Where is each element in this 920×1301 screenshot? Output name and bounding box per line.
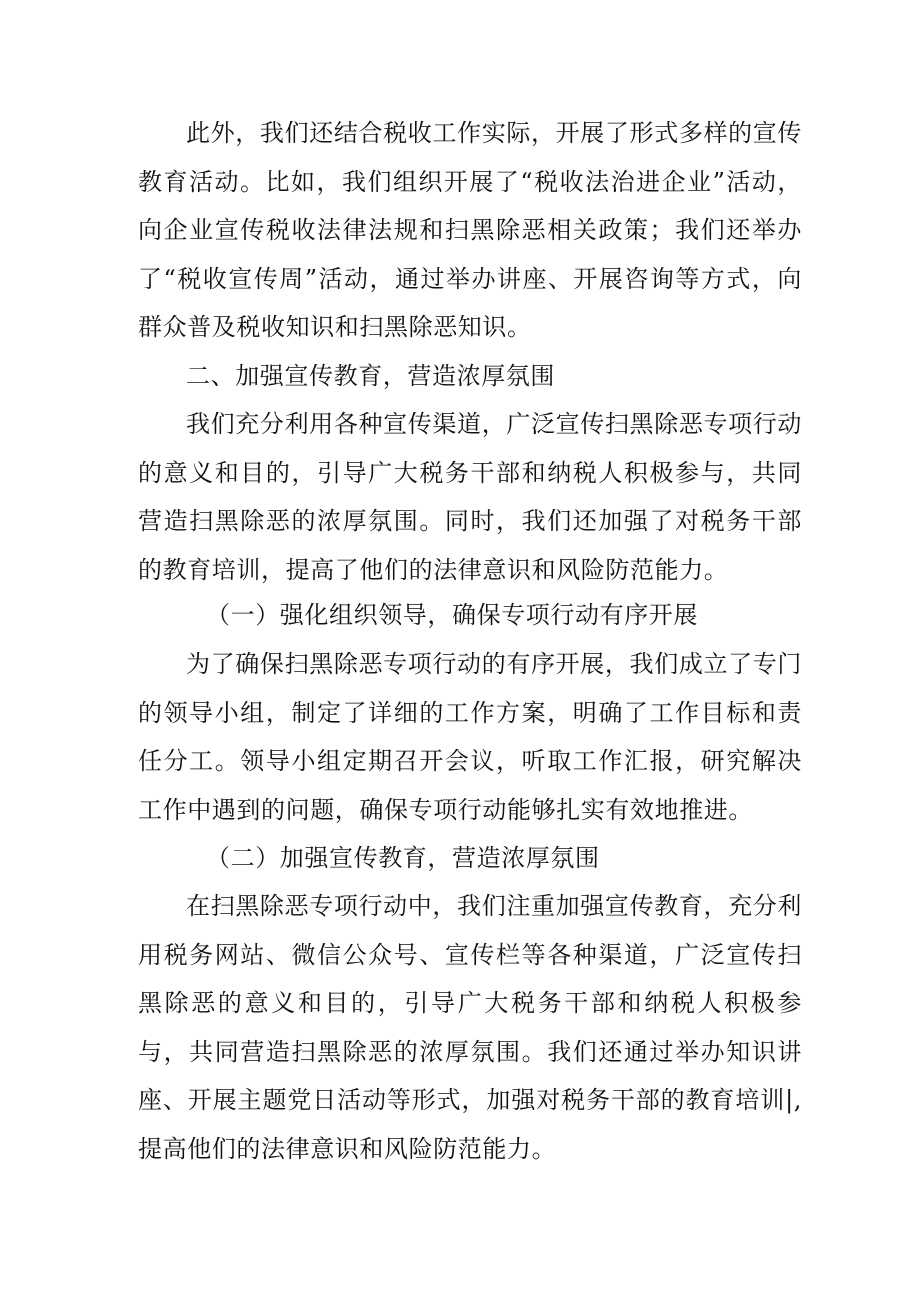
section-heading-2: 二、加强宣传教育，营造浓厚氛围 [186,362,555,390]
subsection-heading-1: （一）强化组织领导，确保专项行动有序开展 [206,601,698,629]
paragraph-publicity-activities: 此外，我们还结合税收工作实际，开展了形式多样的宣传教育活动。比如，我们组织开展了“税收法治进企业”活动，向企业宣传税收法律法规和扫黑除恶相关政策；我们还举办了“税收宣传周”活动，通过举办讲座、开展咨询等方式，向群众普及税收知识和扫黑除恶知识。 [138,119,802,341]
paragraph-leadership-group: 为了确保扫黑除恶专项行动的有序开展，我们成立了专门的领导小组，制定了详细的工作方案，明确了工作目标和责任分工。领导小组定期召开会议，听取工作汇报，研究解决工作中遇到的问题，确保专项行动能够扎实有效地推进。 [138,650,802,824]
subsection-heading-2: （二）加强宣传教育，营造浓厚氛围 [206,844,600,872]
paragraph-education-training: 在扫黑除恶专项行动中，我们注重加强宣传教育，充分利用税务网站、微信公众号、宣传栏等各种渠道，广泛宣传扫黑除恶的意义和目的，引导广大税务干部和纳税人积极参与，共同营造扫黑除恶的浓厚氛围。我们还通过举办知识讲座、开展主题党日活动等形式，加强对税务干部的教育培训|,提高他们的法律意识和风险防范能力。 [138,892,802,1163]
paragraph-publicity-channels: 我们充分利用各种宣传渠道，广泛宣传扫黑除恶专项行动的意义和目的，引导广大税务干部和纳税人积极参与，共同营造扫黑除恶的浓厚氛围。同时，我们还加强了对税务干部的教育培训，提高了他们的法律意识和风险防范能力。 [138,410,802,584]
